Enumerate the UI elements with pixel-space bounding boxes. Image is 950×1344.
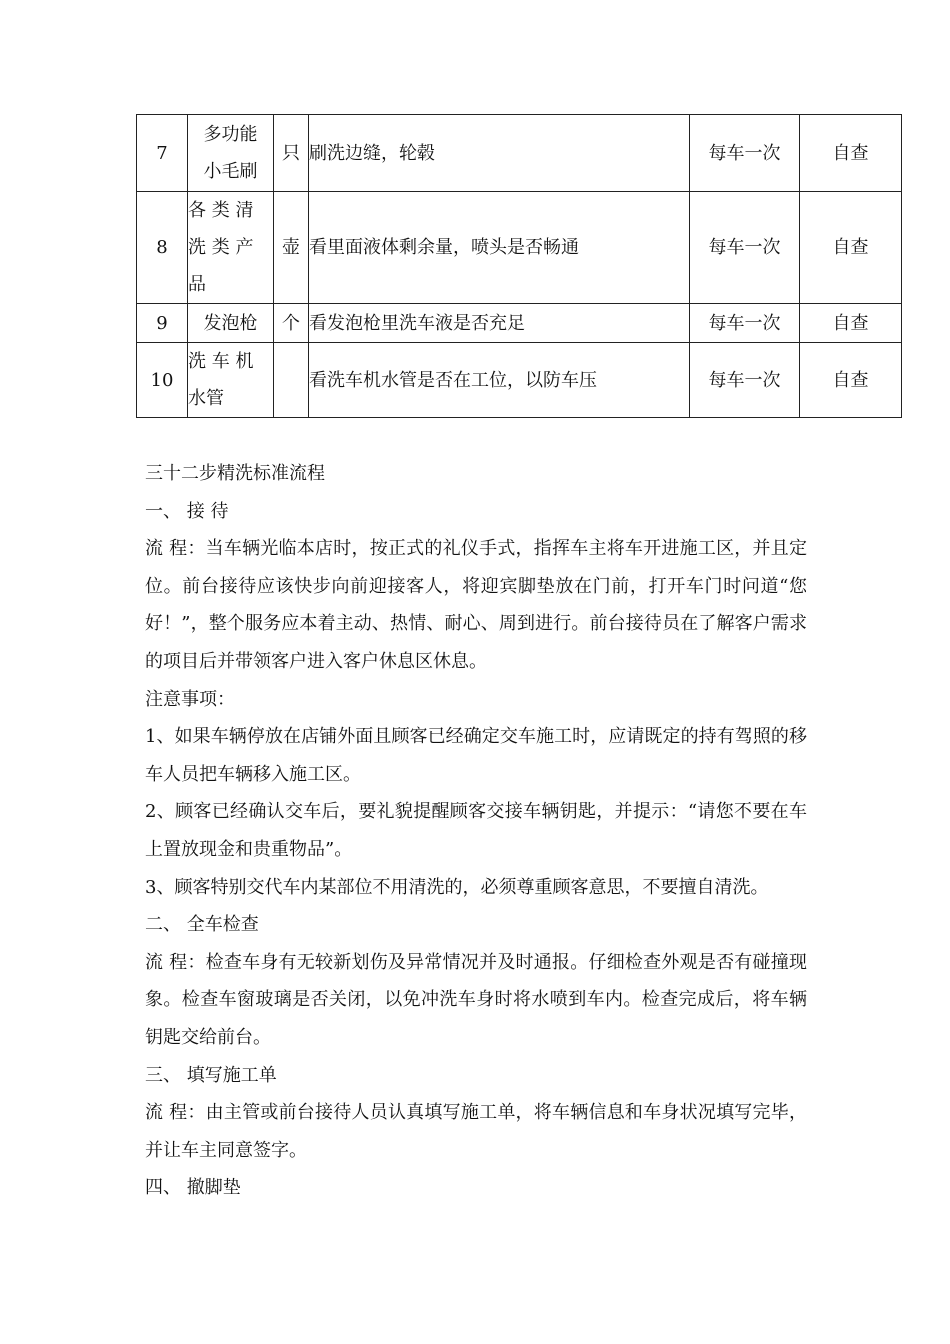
item-frequency: 每车一次: [690, 115, 800, 192]
item-frequency: 每车一次: [690, 343, 800, 418]
note-item: 3、顾客特别交代车内某部位不用清洗的，必须尊重顾客意思，不要擅自清洗。: [145, 876, 769, 898]
document-title: 三十二步精洗标准流程: [145, 463, 325, 484]
item-check-type: 自查: [800, 304, 902, 343]
item-name-line: 水管: [188, 388, 224, 409]
item-name-line: 发泡枪: [203, 312, 258, 334]
item-name-line: 洗 车 机: [188, 351, 254, 372]
item-unit: [274, 343, 309, 418]
row-number: 8: [137, 192, 188, 304]
item-description: 刷洗边缝，轮毂: [309, 115, 690, 192]
item-name-line: 洗 类 产: [188, 237, 254, 258]
table-row: [137, 304, 902, 343]
item-name: [188, 304, 274, 343]
table-row: [137, 192, 902, 304]
item-check-type: 自查: [800, 192, 902, 304]
item-description: 看发泡枪里洗车液是否充足: [309, 304, 690, 343]
item-name: [188, 192, 274, 304]
item-description: 看里面液体剩余量，喷头是否畅通: [309, 192, 690, 304]
item-name-line: 多功能: [203, 124, 258, 145]
note-item: 2、顾客已经确认交车后，要礼貌提醒顾客交接车辆钥匙，并提示：“请您不要在车上置放现金和贵重物品”。: [145, 801, 807, 860]
item-unit: 只: [274, 115, 309, 192]
note-item: 1、如果车辆停放在店铺外面且顾客已经确定交车施工时，应请既定的持有驾照的移车人员把车辆移入施工区。: [145, 726, 807, 785]
item-name-line: 品: [188, 274, 206, 295]
item-description: 看洗车机水管是否在工位，以防车压: [309, 343, 690, 418]
item-name: [188, 115, 274, 192]
section-heading-inspection: 二、 全车检查: [145, 914, 259, 936]
item-unit: 个: [274, 304, 309, 343]
document-body: [145, 455, 807, 1207]
inspection-table: [136, 114, 902, 418]
item-name: [188, 343, 274, 418]
row-number: 10: [137, 343, 188, 418]
row-number: 7: [137, 115, 188, 192]
item-frequency: 每车一次: [690, 192, 800, 304]
section-process-reception: 流 程：当车辆光临本店时，按正式的礼仪手式，指挥车主将车开进施工区，并且定位。前台接待应该快步向前迎接客人，将迎宾脚垫放在门前，打开车门时问道“您好！”，整个服务应本着主动、热情、耐心、周到进行。前台接待员在了解客户需求的项目后并带领客户进入客户休息区休息。: [145, 538, 807, 672]
item-name-line: 小毛刷: [203, 161, 258, 182]
item-check-type: 自查: [800, 115, 902, 192]
section-heading-remove-mats: 四、 撤脚垫: [145, 1177, 241, 1199]
section-process-work-order: 流 程：由主管或前台接待人员认真填写施工单，将车辆信息和车身状况填写完毕，并让车主同意签字。: [145, 1102, 807, 1161]
item-unit: 壶: [274, 192, 309, 304]
notes-label: 注意事项：: [145, 688, 235, 710]
row-number: 9: [137, 304, 188, 343]
table-row: [137, 343, 902, 418]
item-frequency: 每车一次: [690, 304, 800, 343]
section-process-inspection: 流 程：检查车身有无较新划伤及异常情况并及时通报。仔细检查外观是否有碰撞现象。检查车窗玻璃是否关闭，以免冲洗车身时将水喷到车内。检查完成后，将车辆钥匙交给前台。: [145, 951, 807, 1048]
table-row: [137, 115, 902, 192]
section-heading-reception: 一、 接 待: [145, 500, 229, 522]
item-check-type: 自查: [800, 343, 902, 418]
item-name-line: 各 类 清: [188, 200, 254, 221]
section-heading-work-order: 三、 填写施工单: [145, 1064, 277, 1086]
